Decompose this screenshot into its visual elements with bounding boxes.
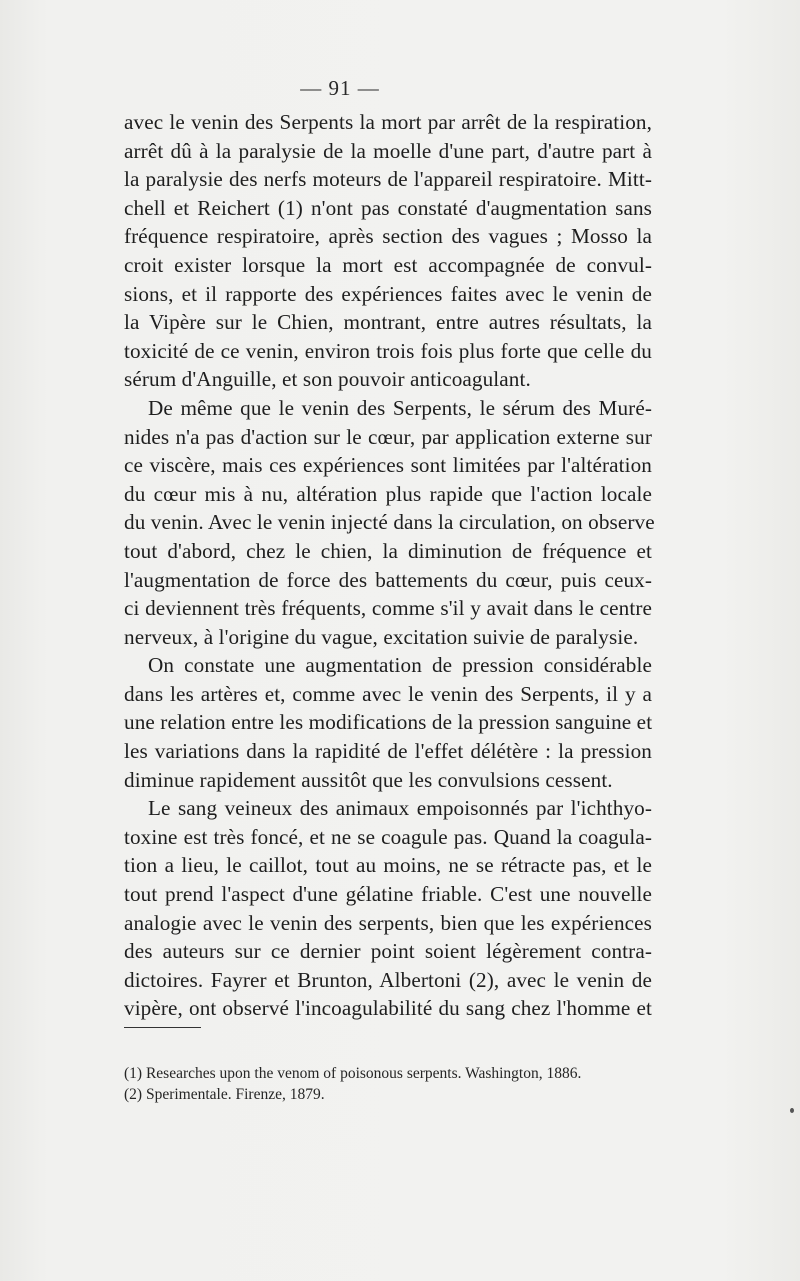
text-line: diminue rapidement aussitôt que les convulsions cessent. <box>124 767 613 792</box>
text-line: vipère, ont observé l'incoagulabilité du sang chez l'homme et <box>124 996 652 1021</box>
text-line: analogie avec le venin des serpents, bien que les expériences <box>124 910 652 935</box>
text-line: la Vipère sur le Chien, montrant, entre autres résultats, la <box>124 310 652 335</box>
text-line: nerveux, à l'origine du vague, excitation suivie de paralysie. <box>124 624 639 649</box>
text-line: tion a lieu, le caillot, tout au moins, ne se rétracte pas, et le <box>124 853 652 878</box>
page-number: — 91 — <box>300 76 380 100</box>
text-line: des auteurs sur ce dernier point soient légèrement contra- <box>124 939 652 964</box>
text-line: toxicité de ce venin, environ trois fois plus forte que celle du <box>124 338 652 363</box>
text-line: les variations dans la rapidité de l'effet délétère : la pression <box>124 739 652 764</box>
text-line: ci deviennent très fréquents, comme s'il y avait dans le centre <box>124 596 652 621</box>
text-line: du cœur mis à nu, altération plus rapide que l'action locale <box>124 481 652 506</box>
text-line: dictoires. Fayrer et Brunton, Albertoni (2), avec le venin de <box>124 967 652 992</box>
text-line: l'augmentation de force des battements du cœur, puis ceux- <box>124 567 652 592</box>
text-line: chell et Reichert (1) n'ont pas constaté d'augmentation sans <box>124 195 652 220</box>
text-line: sérum d'Anguille, et son pouvoir anticoagulant. <box>124 367 531 392</box>
text-line: sions, et il rapporte des expériences faites avec le venin de <box>124 281 652 306</box>
text-line: dans les artères et, comme avec le venin des Serpents, il y a <box>124 681 652 706</box>
text-line: tout d'abord, chez le chien, la diminution de fréquence et <box>124 538 652 563</box>
text-line: nides n'a pas d'action sur le cœur, par application externe sur <box>124 424 652 449</box>
text-line: arrêt dû à la paralysie de la moelle d'une part, d'autre part à <box>124 138 652 163</box>
text-line: De même que le venin des Serpents, le sérum des Muré- <box>148 395 652 420</box>
footnote-divider <box>124 1027 201 1028</box>
text-line: toxine est très foncé, et ne se coagule pas. Quand la coagula- <box>124 824 652 849</box>
footnote-2: (2) Sperimentale. Firenze, 1879. <box>124 1086 325 1103</box>
text-line: fréquence respiratoire, après section des vagues ; Mosso la <box>124 224 652 249</box>
footnote-1: (1) Researches upon the venom of poisonous serpents. Washington, 1886. <box>124 1065 582 1082</box>
text-line: Le sang veineux des animaux empoisonnés par l'ichthyo- <box>148 796 652 821</box>
paper-speck <box>790 1108 794 1113</box>
text-line: ce viscère, mais ces expériences sont limitées par l'altération <box>124 453 652 478</box>
body-text <box>124 108 655 1023</box>
text-line: avec le venin des Serpents la mort par arrêt de la respiration, <box>124 110 652 134</box>
text-line: du venin. Avec le venin injecté dans la circulation, on observe <box>124 510 655 535</box>
text-line: On constate une augmentation de pression considérable <box>148 653 652 678</box>
text-line: tout prend l'aspect d'une gélatine friable. C'est une nouvelle <box>124 882 652 907</box>
footnotes <box>124 1063 664 1105</box>
text-line: une relation entre les modifications de la pression sanguine et <box>124 710 653 735</box>
text-line: la paralysie des nerfs moteurs de l'appareil respiratoire. Mitt- <box>124 167 652 192</box>
text-line: croit exister lorsque la mort est accompagnée de convul- <box>124 252 652 277</box>
